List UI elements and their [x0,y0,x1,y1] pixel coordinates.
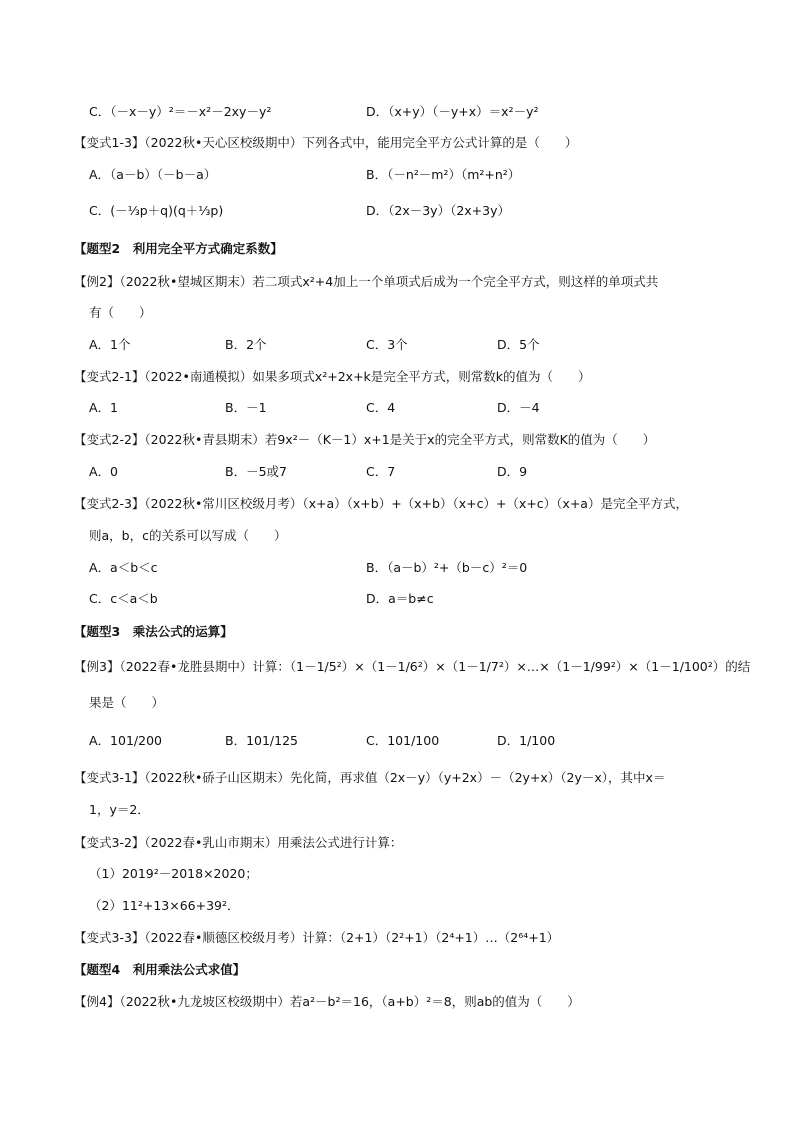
option-a: A．0 [89,464,119,479]
variant-3-1-stem-line1: 【变式3-1】（2022秋•硚子山区期末）先化简，再求值（2x－y）（y+2x）－（2y+x）（2y－x），其中x＝ [74,770,666,785]
option-a: A．（a－b）（－b－a） [89,167,217,182]
option-c: C．(－⅓p＋q)(q＋⅓p) [89,203,224,218]
option-d: D．（2x－3y）（2x+3y） [366,203,511,218]
example-4-stem: 【例4】（2022秋•九龙坡区校级期中）若a²－b²＝16，（a+b）²＝8，则ab的值为（ ） [74,994,580,1009]
option-a: A．a＜b＜c [89,560,158,575]
variant-2-3-stem-line1: 【变式2-3】（2022秋•常川区校级月考）（x+a）（x+b）+（x+b）（x+c）+（x+c）（x+a）是完全平方式， [74,496,688,511]
variant-2-3-stem-line2: 则a，b，c的关系可以写成（ ） [89,528,287,543]
option-c: C．7 [366,464,396,479]
option-d: D．9 [497,464,528,479]
option-a: A．1个 [89,337,131,352]
option-d: D．a＝b≠c [366,591,434,606]
option-d: D．（x+y）（－y+x）＝x²－y² [366,104,539,119]
option-c: C．4 [366,400,396,415]
example-3-stem-line1: 【例3】（2022春•龙胜县期中）计算：（1－1/5²）×（1－1/6²）×（1－1/7²）×…×（1－1/99²）×（1－1/100²）的结 [74,659,751,674]
section-heading-type4: 【题型4 利用乘法公式求值】 [74,962,246,977]
variant-2-1-stem: 【变式2-1】（2022•南通模拟）如果多项式x²+2x+k是完全平方式，则常数k的值为（ ） [74,369,591,384]
option-b: B．2个 [225,337,267,352]
option-b: B．－1 [225,400,267,415]
option-d: D．－4 [497,400,540,415]
option-b: B．－5或7 [225,464,287,479]
option-c: C．c＜a＜b [89,591,158,606]
option-c: C．3个 [366,337,408,352]
example-2-stem-line1: 【例2】（2022秋•望城区期末）若二项式x²+4加上一个单项式后成为一个完全平方式，则这样的单项式共 [74,274,659,289]
example-3-stem-line2: 果是（ ） [89,695,165,710]
option-b: B．（a－b）²+（b－c）²＝0 [366,560,528,575]
variant-3-2-part1: （1）2019²－2018×2020； [89,866,258,881]
variant-3-1-stem-line2: 1，y＝2． [89,802,150,817]
option-b: B．（－n²－m²）（m²+n²） [366,167,521,182]
option-d: D．1/100 [497,733,556,748]
option-d: D．5个 [497,337,540,352]
option-c: C．（－x－y）²＝－x²－2xy－y² [89,104,272,119]
example-2-stem-line2: 有（ ） [89,305,152,320]
option-a: A．1 [89,400,119,415]
variant-1-3-stem: 【变式1-3】（2022秋•天心区校级期中）下列各式中，能用完全平方公式计算的是（ ） [74,135,578,150]
variant-3-3-stem: 【变式3-3】（2022春•顺德区校级月考）计算：（2+1）（2²+1）（2⁴+1）…（2⁶⁴+1） [74,930,560,945]
variant-2-2-stem: 【变式2-2】（2022秋•青县期末）若9x²－（K－1）x+1是关于x的完全平方式，则常数K的值为（ ） [74,432,656,447]
option-b: B．101/125 [225,733,299,748]
option-a: A．101/200 [89,733,162,748]
variant-3-2-part2: （2）11²+13×66+39²． [89,898,240,913]
option-c: C．101/100 [366,733,440,748]
variant-3-2-stem: 【变式3-2】（2022春•乳山市期末）用乘法公式进行计算： [74,835,403,850]
section-heading-type2: 【题型2 利用完全平方式确定系数】 [74,241,283,256]
section-heading-type3: 【题型3 乘法公式的运算】 [74,624,233,639]
